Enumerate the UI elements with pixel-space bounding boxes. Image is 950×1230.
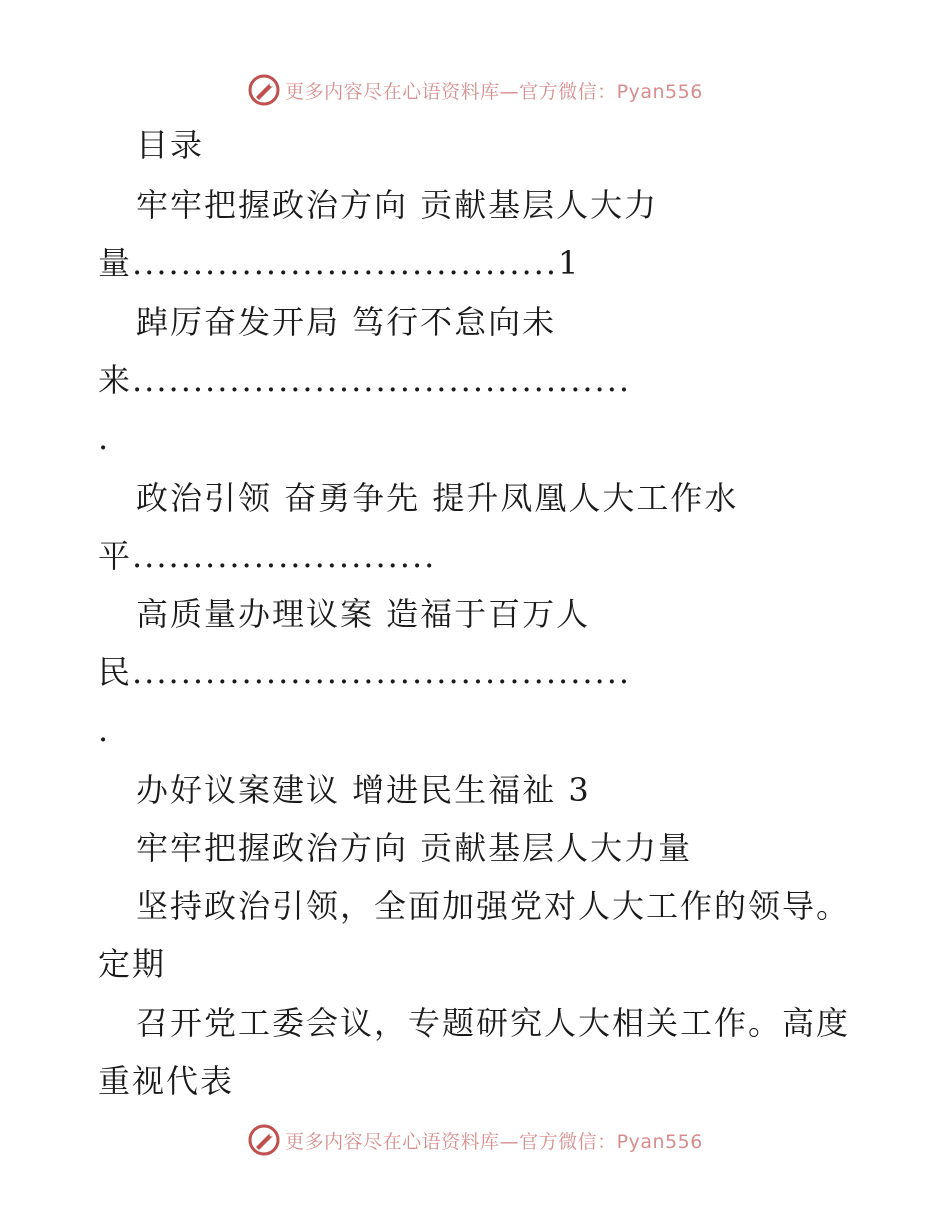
toc-entry-1-leader: 量...................................1	[98, 244, 581, 282]
watermark-text: 更多内容尽在心语资料库—官方微信：Pyan556	[285, 80, 703, 103]
toc-entry-1-title: 牢牢把握政治方向 贡献基层人大力	[136, 186, 659, 224]
pen-logo-icon	[247, 1123, 281, 1157]
body-line-2: 定期	[98, 945, 167, 983]
body-line-3: 召开党工委会议，专题研究人大相关工作。高度	[136, 1004, 851, 1042]
toc-entry-4-leader: 民.........................................	[98, 653, 632, 691]
body-line-4: 重视代表	[98, 1062, 235, 1100]
toc-entry-4-leader-cont: .	[98, 711, 111, 749]
watermark-banner-top	[0, 70, 950, 110]
toc-entry-3-title: 政治引领 奋勇争先 提升凤凰人大工作水	[136, 479, 739, 517]
toc-entry-2-title: 踔厉奋发开局 笃行不怠向未	[136, 303, 557, 341]
toc-entry-2-leader: 来.........................................	[98, 361, 632, 399]
watermark-banner-bottom	[0, 1120, 950, 1160]
pen-logo-icon	[247, 73, 281, 107]
toc-heading: 目录	[136, 126, 205, 164]
toc-entry-2-leader-cont: .	[98, 419, 111, 457]
toc-entry-4-title: 高质量办理议案 造福于百万人	[136, 595, 591, 633]
section-heading: 牢牢把握政治方向 贡献基层人大力量	[136, 829, 693, 867]
body-line-1: 坚持政治引领，全面加强党对人大工作的领导。	[136, 887, 851, 925]
toc-entry-3-leader: 平.........................	[98, 537, 437, 575]
watermark-text: 更多内容尽在心语资料库—官方微信：Pyan556	[285, 1130, 703, 1153]
toc-entry-5: 办好议案建议 增进民生福祉 3	[136, 771, 591, 809]
